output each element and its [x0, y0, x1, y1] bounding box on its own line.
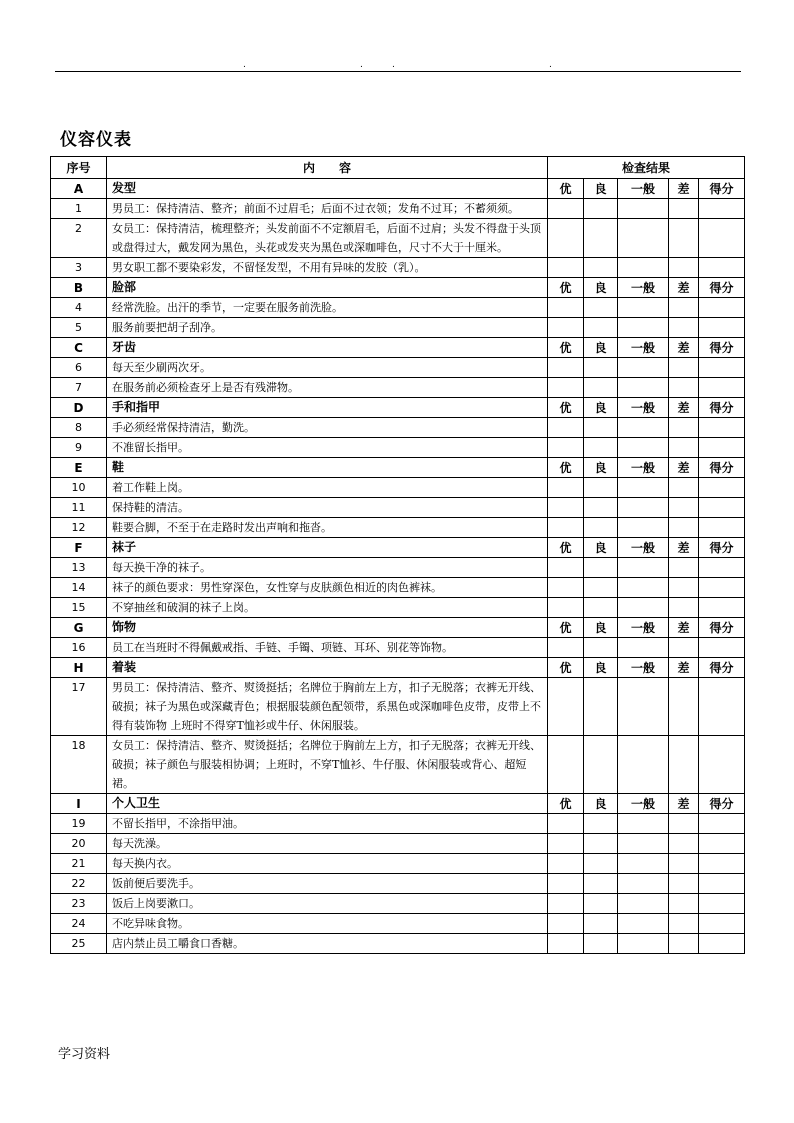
grade-label: 得分 — [699, 398, 745, 418]
item-row — [51, 736, 745, 794]
item-row — [51, 558, 745, 578]
item-row — [51, 814, 745, 834]
item-number: 4 — [51, 298, 107, 318]
score-cell[interactable] — [548, 558, 584, 578]
score-cell[interactable] — [669, 578, 699, 598]
grade-label: 良 — [584, 338, 618, 358]
score-cell[interactable] — [548, 874, 584, 894]
score-cell[interactable] — [584, 894, 618, 914]
col-no-header: 序号 — [51, 157, 107, 179]
item-number: 2 — [51, 219, 107, 258]
section-code: C — [51, 338, 107, 358]
score-cell[interactable] — [669, 518, 699, 538]
score-cell[interactable] — [584, 298, 618, 318]
section-code: F — [51, 538, 107, 558]
grade-label: 良 — [584, 538, 618, 558]
item-row — [51, 934, 745, 954]
score-cell[interactable] — [548, 598, 584, 618]
score-cell[interactable] — [548, 358, 584, 378]
score-cell[interactable] — [669, 914, 699, 934]
score-cell[interactable] — [548, 258, 584, 278]
score-cell[interactable] — [618, 914, 669, 934]
score-cell[interactable] — [699, 814, 745, 834]
table-body — [51, 179, 745, 954]
item-number: 16 — [51, 638, 107, 658]
score-cell[interactable] — [618, 438, 669, 458]
section-row — [51, 658, 745, 678]
score-cell[interactable] — [584, 358, 618, 378]
score-cell[interactable] — [699, 578, 745, 598]
score-cell[interactable] — [618, 478, 669, 498]
grade-label: 差 — [669, 338, 699, 358]
header-dot: . — [360, 60, 363, 70]
score-cell[interactable] — [669, 736, 699, 794]
item-row — [51, 298, 745, 318]
grade-label: 一般 — [618, 618, 669, 638]
score-cell[interactable] — [699, 854, 745, 874]
score-cell[interactable] — [669, 874, 699, 894]
score-cell[interactable] — [548, 678, 584, 736]
score-cell[interactable] — [669, 678, 699, 736]
item-text: 在服务前必须检查牙上是否有残滞物。 — [107, 378, 548, 398]
section-row — [51, 458, 745, 478]
item-number: 15 — [51, 598, 107, 618]
item-text: 每天换干净的袜子。 — [107, 558, 548, 578]
section-name: 着装 — [107, 658, 548, 678]
score-cell[interactable] — [618, 598, 669, 618]
score-cell[interactable] — [618, 498, 669, 518]
grade-label: 差 — [669, 398, 699, 418]
grade-label: 差 — [669, 458, 699, 478]
score-cell[interactable] — [669, 598, 699, 618]
score-cell[interactable] — [618, 638, 669, 658]
section-name: 饰物 — [107, 618, 548, 638]
score-cell[interactable] — [699, 558, 745, 578]
item-text: 每天洗澡。 — [107, 834, 548, 854]
score-cell[interactable] — [584, 578, 618, 598]
score-cell[interactable] — [548, 578, 584, 598]
score-cell[interactable] — [584, 498, 618, 518]
grade-label: 一般 — [618, 458, 669, 478]
item-number: 5 — [51, 318, 107, 338]
item-number: 23 — [51, 894, 107, 914]
score-cell[interactable] — [699, 736, 745, 794]
score-cell[interactable] — [669, 558, 699, 578]
section-code: B — [51, 278, 107, 298]
item-number: 8 — [51, 418, 107, 438]
grade-label: 优 — [548, 338, 584, 358]
item-text: 饭前便后要洗手。 — [107, 874, 548, 894]
grade-label: 得分 — [699, 278, 745, 298]
score-cell[interactable] — [584, 478, 618, 498]
item-row — [51, 894, 745, 914]
score-cell[interactable] — [669, 638, 699, 658]
score-cell[interactable] — [618, 874, 669, 894]
score-cell[interactable] — [618, 418, 669, 438]
grade-label: 差 — [669, 179, 699, 199]
item-row — [51, 498, 745, 518]
item-row — [51, 199, 745, 219]
grade-label: 得分 — [699, 618, 745, 638]
item-text: 袜子的颜色要求：男性穿深色，女性穿与皮肤颜色相近的肉色裤袜。 — [107, 578, 548, 598]
item-text: 每天换内衣。 — [107, 854, 548, 874]
header-dot: . — [243, 60, 246, 70]
score-cell[interactable] — [669, 854, 699, 874]
score-cell[interactable] — [548, 478, 584, 498]
score-cell[interactable] — [548, 894, 584, 914]
item-number: 7 — [51, 378, 107, 398]
item-number: 20 — [51, 834, 107, 854]
score-cell[interactable] — [548, 914, 584, 934]
grade-label: 一般 — [618, 794, 669, 814]
section-name: 牙齿 — [107, 338, 548, 358]
grade-label: 良 — [584, 458, 618, 478]
item-number: 17 — [51, 678, 107, 736]
item-row — [51, 418, 745, 438]
score-cell[interactable] — [669, 298, 699, 318]
score-cell[interactable] — [669, 358, 699, 378]
section-code: E — [51, 458, 107, 478]
item-text: 店内禁止员工嚼食口香糖。 — [107, 934, 548, 954]
grade-label: 得分 — [699, 794, 745, 814]
score-cell[interactable] — [699, 598, 745, 618]
item-text: 不准留长指甲。 — [107, 438, 548, 458]
item-row — [51, 358, 745, 378]
score-cell[interactable] — [618, 854, 669, 874]
grade-label: 优 — [548, 794, 584, 814]
grade-label: 良 — [584, 398, 618, 418]
score-cell[interactable] — [618, 814, 669, 834]
grade-label: 一般 — [618, 398, 669, 418]
grade-label: 一般 — [618, 658, 669, 678]
score-cell[interactable] — [699, 934, 745, 954]
score-cell[interactable] — [699, 498, 745, 518]
section-code: G — [51, 618, 107, 638]
grade-label: 差 — [669, 618, 699, 638]
section-code: D — [51, 398, 107, 418]
score-cell[interactable] — [699, 914, 745, 934]
item-row — [51, 914, 745, 934]
grade-label: 良 — [584, 179, 618, 199]
item-row — [51, 478, 745, 498]
section-name: 手和指甲 — [107, 398, 548, 418]
item-number: 25 — [51, 934, 107, 954]
grade-label: 差 — [669, 794, 699, 814]
item-text: 员工在当班时不得佩戴戒指、手链、手镯、项链、耳环、别花等饰物。 — [107, 638, 548, 658]
item-text: 男员工：保持清洁、整齐、熨烫挺括；名牌位于胸前左上方，扣子无脱落；衣裤无开线、破损；袜子为黑色或深藏青色；根据服装颜色配领带，系黑色或深咖啡色皮带，皮带上不得有装饰物 上班时不得穿T恤衫或牛仔、休闲服装。 — [107, 678, 548, 736]
grade-label: 得分 — [699, 338, 745, 358]
grade-label: 得分 — [699, 179, 745, 199]
page-title: 仪容仪表 — [60, 130, 132, 150]
grade-label: 优 — [548, 458, 584, 478]
item-number: 22 — [51, 874, 107, 894]
footer-text: 学习资料 — [58, 1047, 111, 1062]
score-cell[interactable] — [699, 219, 745, 258]
grade-label: 优 — [548, 278, 584, 298]
score-cell[interactable] — [618, 934, 669, 954]
score-cell[interactable] — [699, 298, 745, 318]
score-cell[interactable] — [584, 199, 618, 219]
score-cell[interactable] — [584, 854, 618, 874]
score-cell[interactable] — [584, 934, 618, 954]
col-result-header: 检查结果 — [548, 157, 745, 179]
grade-label: 得分 — [699, 658, 745, 678]
header-dot: . — [549, 60, 552, 70]
item-row — [51, 854, 745, 874]
grade-label: 优 — [548, 398, 584, 418]
grade-label: 良 — [584, 794, 618, 814]
score-cell[interactable] — [699, 438, 745, 458]
item-number: 12 — [51, 518, 107, 538]
score-cell[interactable] — [548, 638, 584, 658]
score-cell[interactable] — [669, 894, 699, 914]
score-cell[interactable] — [548, 518, 584, 538]
item-row — [51, 598, 745, 618]
score-cell[interactable] — [584, 418, 618, 438]
section-row — [51, 618, 745, 638]
section-code: I — [51, 794, 107, 814]
item-row — [51, 678, 745, 736]
item-text: 女员工：保持清洁，梳理整齐；头发前面不不定额眉毛，后面不过肩；头发不得盘于头顶或盘得过大，戴发网为黑色，头花或发夹为黑色或深咖啡色，尺寸不大于十厘米。 — [107, 219, 548, 258]
score-cell[interactable] — [669, 834, 699, 854]
section-code: A — [51, 179, 107, 199]
score-cell[interactable] — [618, 518, 669, 538]
section-row — [51, 538, 745, 558]
item-row — [51, 219, 745, 258]
col-content-header: 内 容 — [107, 157, 548, 179]
item-row — [51, 258, 745, 278]
score-cell[interactable] — [548, 736, 584, 794]
header-rule — [55, 71, 741, 72]
score-cell[interactable] — [699, 874, 745, 894]
score-cell[interactable] — [584, 518, 618, 538]
score-cell[interactable] — [548, 219, 584, 258]
item-number: 18 — [51, 736, 107, 794]
score-cell[interactable] — [669, 814, 699, 834]
score-cell[interactable] — [584, 814, 618, 834]
score-cell[interactable] — [548, 934, 584, 954]
item-text: 保持鞋的清洁。 — [107, 498, 548, 518]
grade-label: 差 — [669, 278, 699, 298]
score-cell[interactable] — [618, 219, 669, 258]
score-cell[interactable] — [669, 438, 699, 458]
score-cell[interactable] — [548, 814, 584, 834]
score-cell[interactable] — [584, 378, 618, 398]
item-text: 不穿抽丝和破洞的袜子上岗。 — [107, 598, 548, 618]
item-text: 服务前要把胡子刮净。 — [107, 318, 548, 338]
score-cell[interactable] — [669, 478, 699, 498]
grade-label: 得分 — [699, 538, 745, 558]
score-cell[interactable] — [618, 894, 669, 914]
score-cell[interactable] — [699, 894, 745, 914]
section-row — [51, 179, 745, 199]
score-cell[interactable] — [699, 418, 745, 438]
score-cell[interactable] — [584, 219, 618, 258]
score-cell[interactable] — [548, 834, 584, 854]
grade-label: 一般 — [618, 538, 669, 558]
grade-label: 良 — [584, 658, 618, 678]
item-row — [51, 318, 745, 338]
item-number: 10 — [51, 478, 107, 498]
score-cell[interactable] — [548, 438, 584, 458]
item-text: 不吃异味食物。 — [107, 914, 548, 934]
item-row — [51, 518, 745, 538]
item-number: 3 — [51, 258, 107, 278]
item-row — [51, 438, 745, 458]
item-number: 1 — [51, 199, 107, 219]
header-dots — [0, 60, 794, 70]
item-text: 女员工：保持清洁、整齐、熨烫挺括；名牌位于胸前左上方，扣子无脱落；衣裤无开线、破损；袜子颜色与服装相协调；上班时，不穿T恤衫、牛仔服、休闲服装或背心、超短裙。 — [107, 736, 548, 794]
score-cell[interactable] — [618, 558, 669, 578]
section-name: 鞋 — [107, 458, 548, 478]
score-cell[interactable] — [699, 834, 745, 854]
score-cell[interactable] — [699, 318, 745, 338]
score-cell[interactable] — [584, 914, 618, 934]
item-number: 14 — [51, 578, 107, 598]
score-cell[interactable] — [548, 318, 584, 338]
score-cell[interactable] — [618, 378, 669, 398]
section-name: 袜子 — [107, 538, 548, 558]
item-text: 手必须经常保持清洁，勤洗。 — [107, 418, 548, 438]
score-cell[interactable] — [669, 219, 699, 258]
score-cell[interactable] — [669, 498, 699, 518]
score-cell[interactable] — [584, 638, 618, 658]
section-row — [51, 338, 745, 358]
score-cell[interactable] — [618, 258, 669, 278]
section-name: 脸部 — [107, 278, 548, 298]
item-text: 着工作鞋上岗。 — [107, 478, 548, 498]
score-cell[interactable] — [618, 298, 669, 318]
score-cell[interactable] — [699, 678, 745, 736]
score-cell[interactable] — [584, 258, 618, 278]
section-row — [51, 794, 745, 814]
score-cell[interactable] — [548, 498, 584, 518]
item-row — [51, 578, 745, 598]
item-text: 男员工：保持清洁、整齐；前面不过眉毛；后面不过衣领；发角不过耳；不蓄须须。 — [107, 199, 548, 219]
score-cell[interactable] — [548, 378, 584, 398]
item-number: 11 — [51, 498, 107, 518]
item-number: 9 — [51, 438, 107, 458]
item-text: 饭后上岗要漱口。 — [107, 894, 548, 914]
section-row — [51, 398, 745, 418]
grade-label: 差 — [669, 538, 699, 558]
score-cell[interactable] — [548, 854, 584, 874]
score-cell[interactable] — [699, 199, 745, 219]
score-cell[interactable] — [548, 418, 584, 438]
score-cell[interactable] — [669, 378, 699, 398]
score-cell[interactable] — [669, 934, 699, 954]
item-text: 经常洗脸。出汗的季节，一定要在服务前洗脸。 — [107, 298, 548, 318]
score-cell[interactable] — [548, 199, 584, 219]
score-cell[interactable] — [618, 678, 669, 736]
grade-label: 良 — [584, 278, 618, 298]
grade-label: 差 — [669, 658, 699, 678]
grade-label: 得分 — [699, 458, 745, 478]
score-cell[interactable] — [699, 478, 745, 498]
score-cell[interactable] — [584, 678, 618, 736]
item-text: 鞋要合脚，不至于在走路时发出声响和拖沓。 — [107, 518, 548, 538]
score-cell[interactable] — [699, 518, 745, 538]
section-code: H — [51, 658, 107, 678]
score-cell[interactable] — [669, 418, 699, 438]
grade-label: 良 — [584, 618, 618, 638]
item-row — [51, 874, 745, 894]
item-number: 19 — [51, 814, 107, 834]
item-number: 24 — [51, 914, 107, 934]
score-cell[interactable] — [584, 318, 618, 338]
score-cell[interactable] — [699, 358, 745, 378]
item-row — [51, 638, 745, 658]
score-cell[interactable] — [618, 358, 669, 378]
score-cell[interactable] — [669, 258, 699, 278]
score-cell[interactable] — [584, 558, 618, 578]
score-cell[interactable] — [618, 199, 669, 219]
header-dot: . — [392, 60, 395, 70]
grade-label: 优 — [548, 658, 584, 678]
score-cell[interactable] — [699, 378, 745, 398]
item-number: 6 — [51, 358, 107, 378]
item-text: 不留长指甲，不涂指甲油。 — [107, 814, 548, 834]
grade-label: 优 — [548, 618, 584, 638]
score-cell[interactable] — [699, 258, 745, 278]
item-number: 21 — [51, 854, 107, 874]
grade-label: 一般 — [618, 179, 669, 199]
item-row — [51, 378, 745, 398]
score-cell[interactable] — [584, 834, 618, 854]
score-cell[interactable] — [669, 199, 699, 219]
score-cell[interactable] — [618, 834, 669, 854]
section-row — [51, 278, 745, 298]
score-cell[interactable] — [618, 736, 669, 794]
grade-label: 优 — [548, 179, 584, 199]
grade-label: 一般 — [618, 278, 669, 298]
score-cell[interactable] — [584, 736, 618, 794]
grade-label: 优 — [548, 538, 584, 558]
table-header-row — [51, 157, 745, 179]
score-cell[interactable] — [618, 318, 669, 338]
score-cell[interactable] — [584, 874, 618, 894]
section-name: 发型 — [107, 179, 548, 199]
score-cell[interactable] — [584, 598, 618, 618]
item-row — [51, 834, 745, 854]
inspection-table — [50, 156, 745, 954]
grade-label: 一般 — [618, 338, 669, 358]
score-cell[interactable] — [618, 578, 669, 598]
item-number: 13 — [51, 558, 107, 578]
section-name: 个人卫生 — [107, 794, 548, 814]
item-text: 男女职工都不要染彩发，不留怪发型，不用有异味的发胶（乳）。 — [107, 258, 548, 278]
score-cell[interactable] — [548, 298, 584, 318]
score-cell[interactable] — [699, 638, 745, 658]
score-cell[interactable] — [669, 318, 699, 338]
item-text: 每天至少刷两次牙。 — [107, 358, 548, 378]
score-cell[interactable] — [584, 438, 618, 458]
